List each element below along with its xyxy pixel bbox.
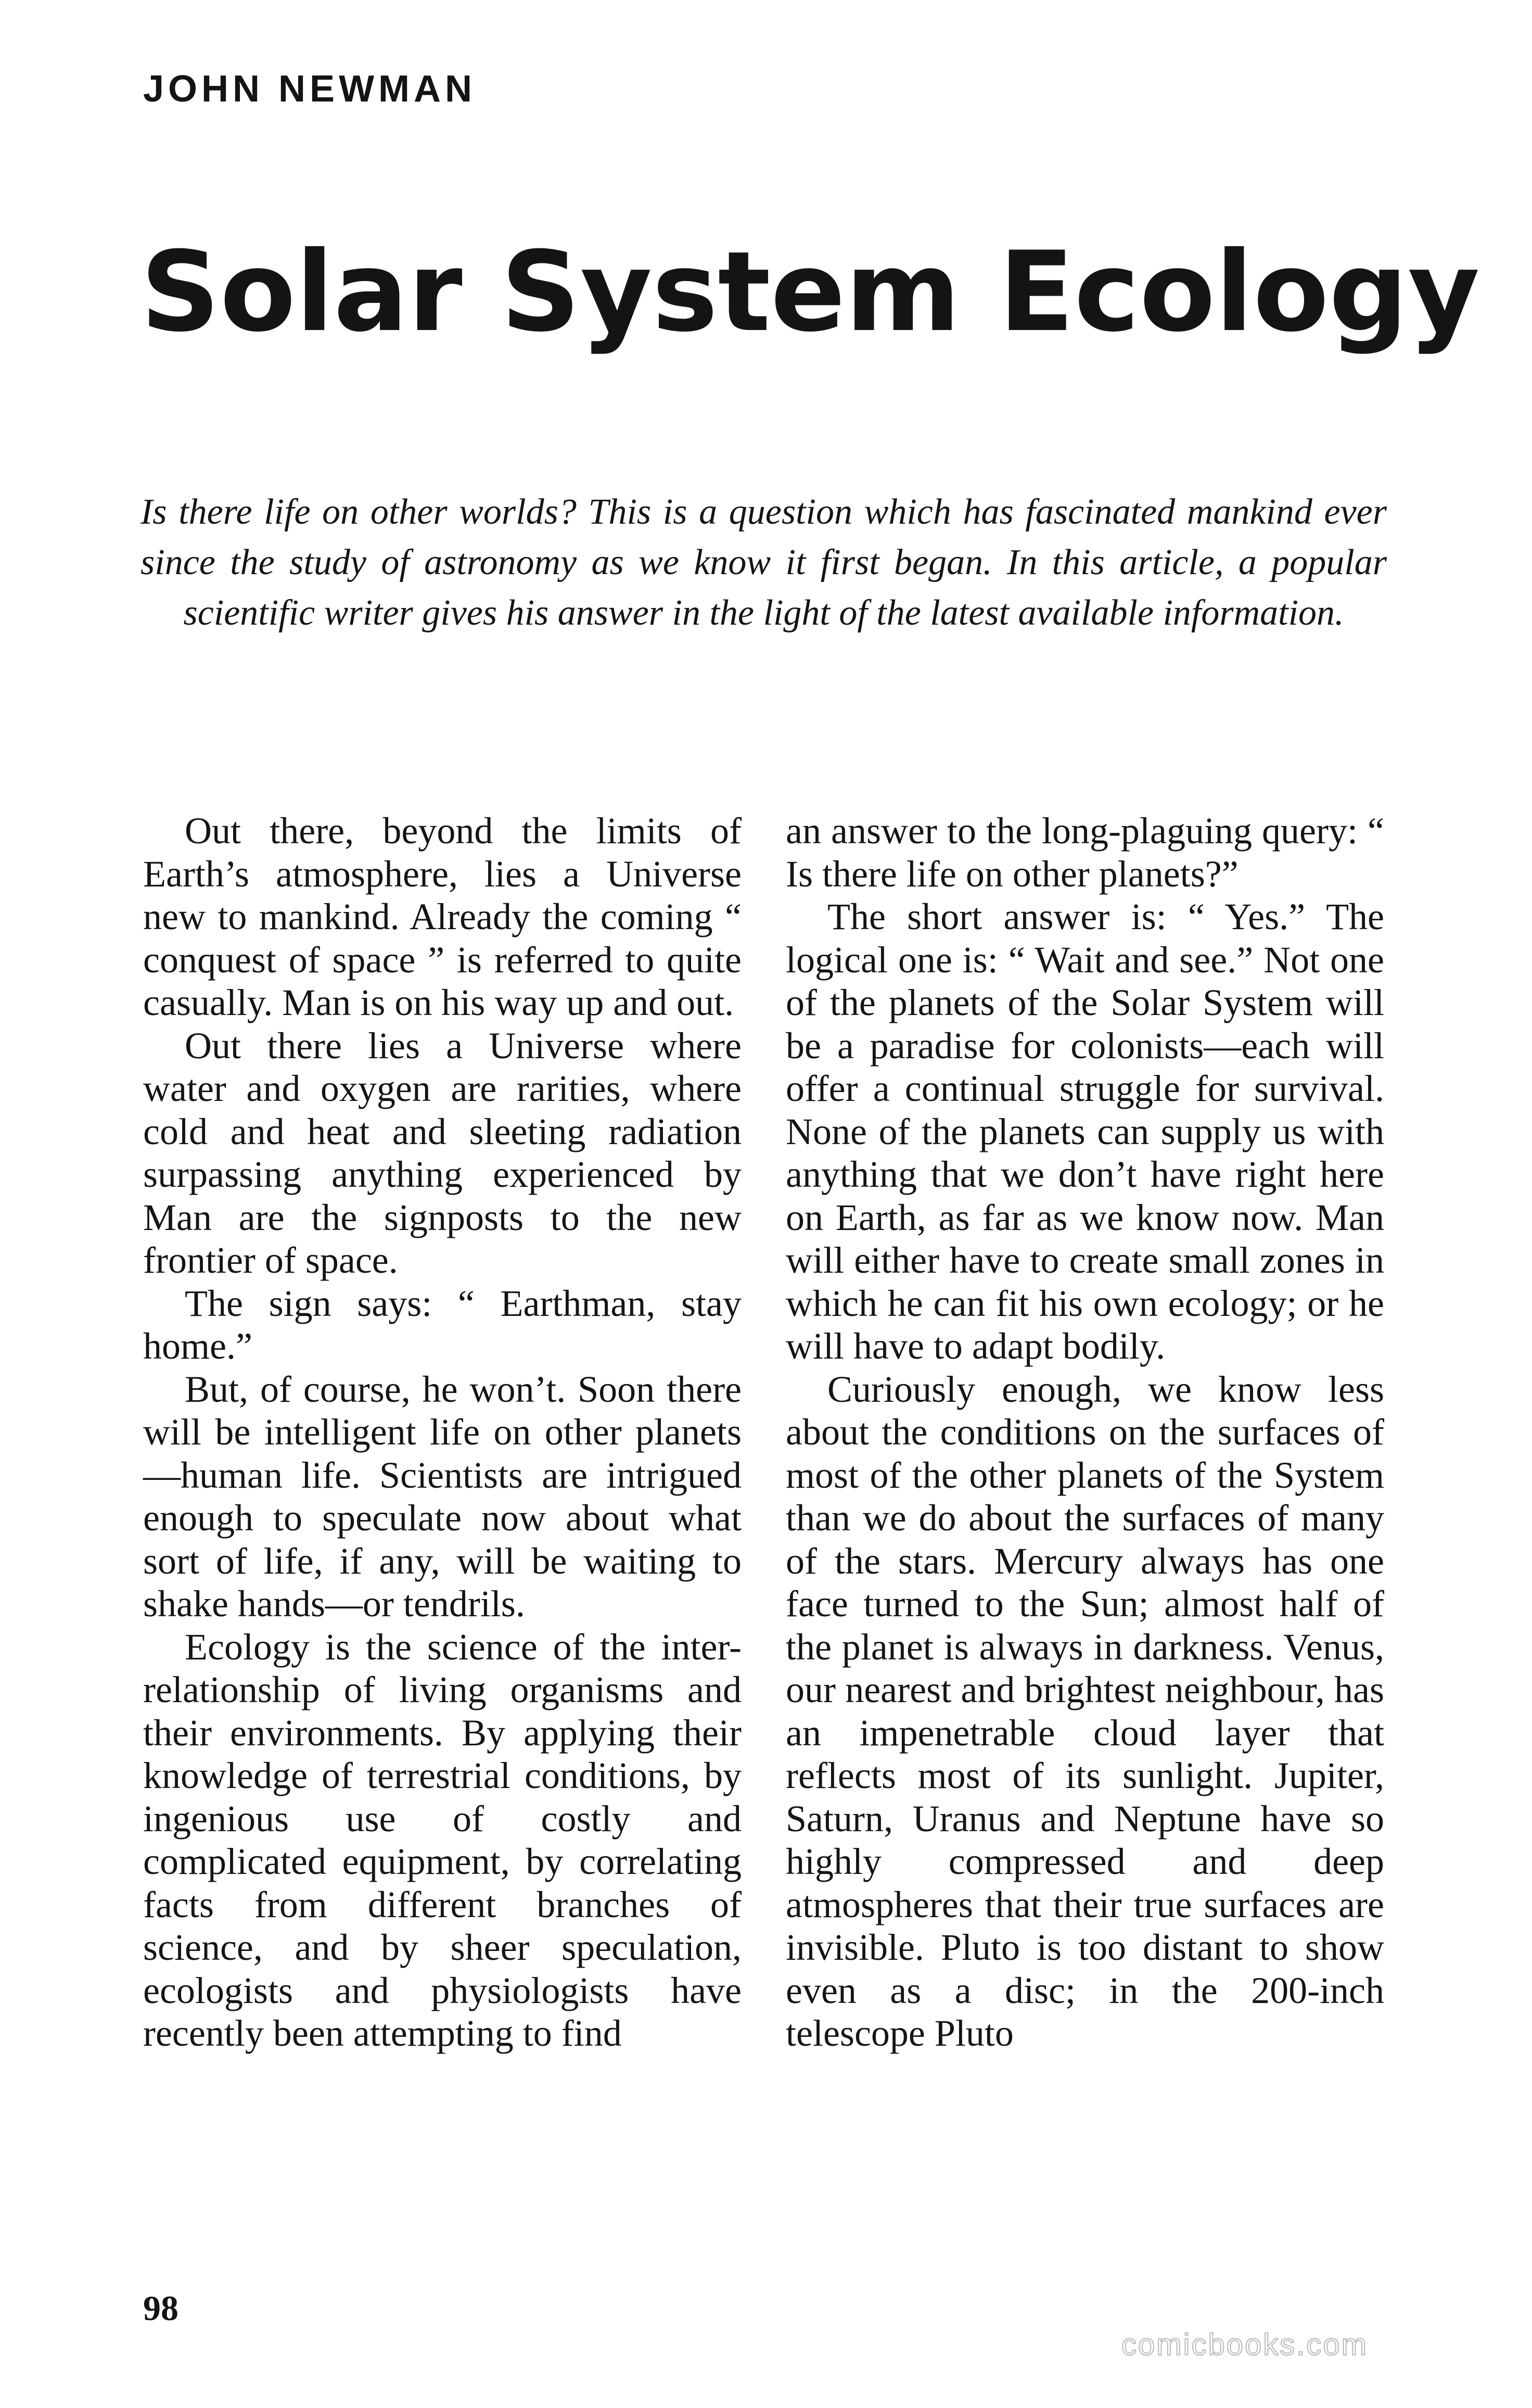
paragraph: Out there, beyond the limits of Earth’s atmosphere, lies a Universe new to mankind. Already the coming “ conquest of space ” is referred to quite casually. Man is on his way up and out. bbox=[143, 810, 742, 1023]
paragraph: The sign says: “ Earthman, stay home.” bbox=[143, 1282, 742, 1367]
paragraph: The short answer is: “ Yes.” The logical one is: “ Wait and see.” Not one of the planets of the Solar System will be a paradise for colonists—each will offer a continual struggle for survival. None of the planets can supply us with anything that we don’t have right here on Earth, as far as we know now. Man will either have to create small zones in which he can fit his own ecology; or he will have to adapt bodily. bbox=[786, 896, 1384, 1367]
author-byline: JOHN NEWMAN bbox=[143, 68, 476, 110]
right-text-column bbox=[786, 809, 1384, 2055]
paragraph: Out there lies a Universe where water and oxygen are rarities, where cold and heat and sleeting radiation surpassing anything experienced by Man are the signposts to the new frontier of space. bbox=[143, 1024, 742, 1281]
article-title: Solar System Ecology bbox=[141, 227, 1480, 356]
paragraph: Curiously enough, we know less about the conditions on the surfaces of most of the other planets of the System than we do about the surfaces of many of the stars. Mercury always has one face turned to the Sun; almost half of the planet is always in darkness. Venus, our nearest and brightest neighbour, has an impenetrable cloud layer that reflects most of its sunlight. Jupiter, Saturn, Uranus and Neptune have so highly compressed and deep atmospheres that their true surfaces are invisible. Pluto is too distant to show even as a disc; in the 200-inch telescope Pluto bbox=[786, 1368, 1384, 2054]
article-standfirst: Is there life on other worlds? This is a question which has fascinated mankind ever since the study of astronomy as we know it first began. In this article, a popular scientific writer gives his answer in the light of the latest available information. bbox=[141, 492, 1387, 633]
page-number: 98 bbox=[143, 2288, 178, 2328]
paragraph: Ecology is the science of the inter-relationship of living organisms and their environments. By applying their knowledge of terrestrial conditions, by ingenious use of costly and complicated equipment, by correlating facts from different branches of science, and by sheer speculation, ecologists and physiologists have recently been attempting to find bbox=[143, 1626, 742, 2054]
paragraph: But, of course, he won’t. Soon there will be intelligent life on other planets—human life. Scientists are intrigued enough to speculate now about what sort of life, if any, will be waiting to shake hands—or tendrils. bbox=[143, 1368, 742, 1625]
watermark: comicbooks.com bbox=[1121, 2328, 1368, 2362]
paragraph-continued: an answer to the long-plaguing query: “ Is there life on other planets?” bbox=[786, 810, 1384, 895]
left-text-column bbox=[143, 809, 742, 2055]
